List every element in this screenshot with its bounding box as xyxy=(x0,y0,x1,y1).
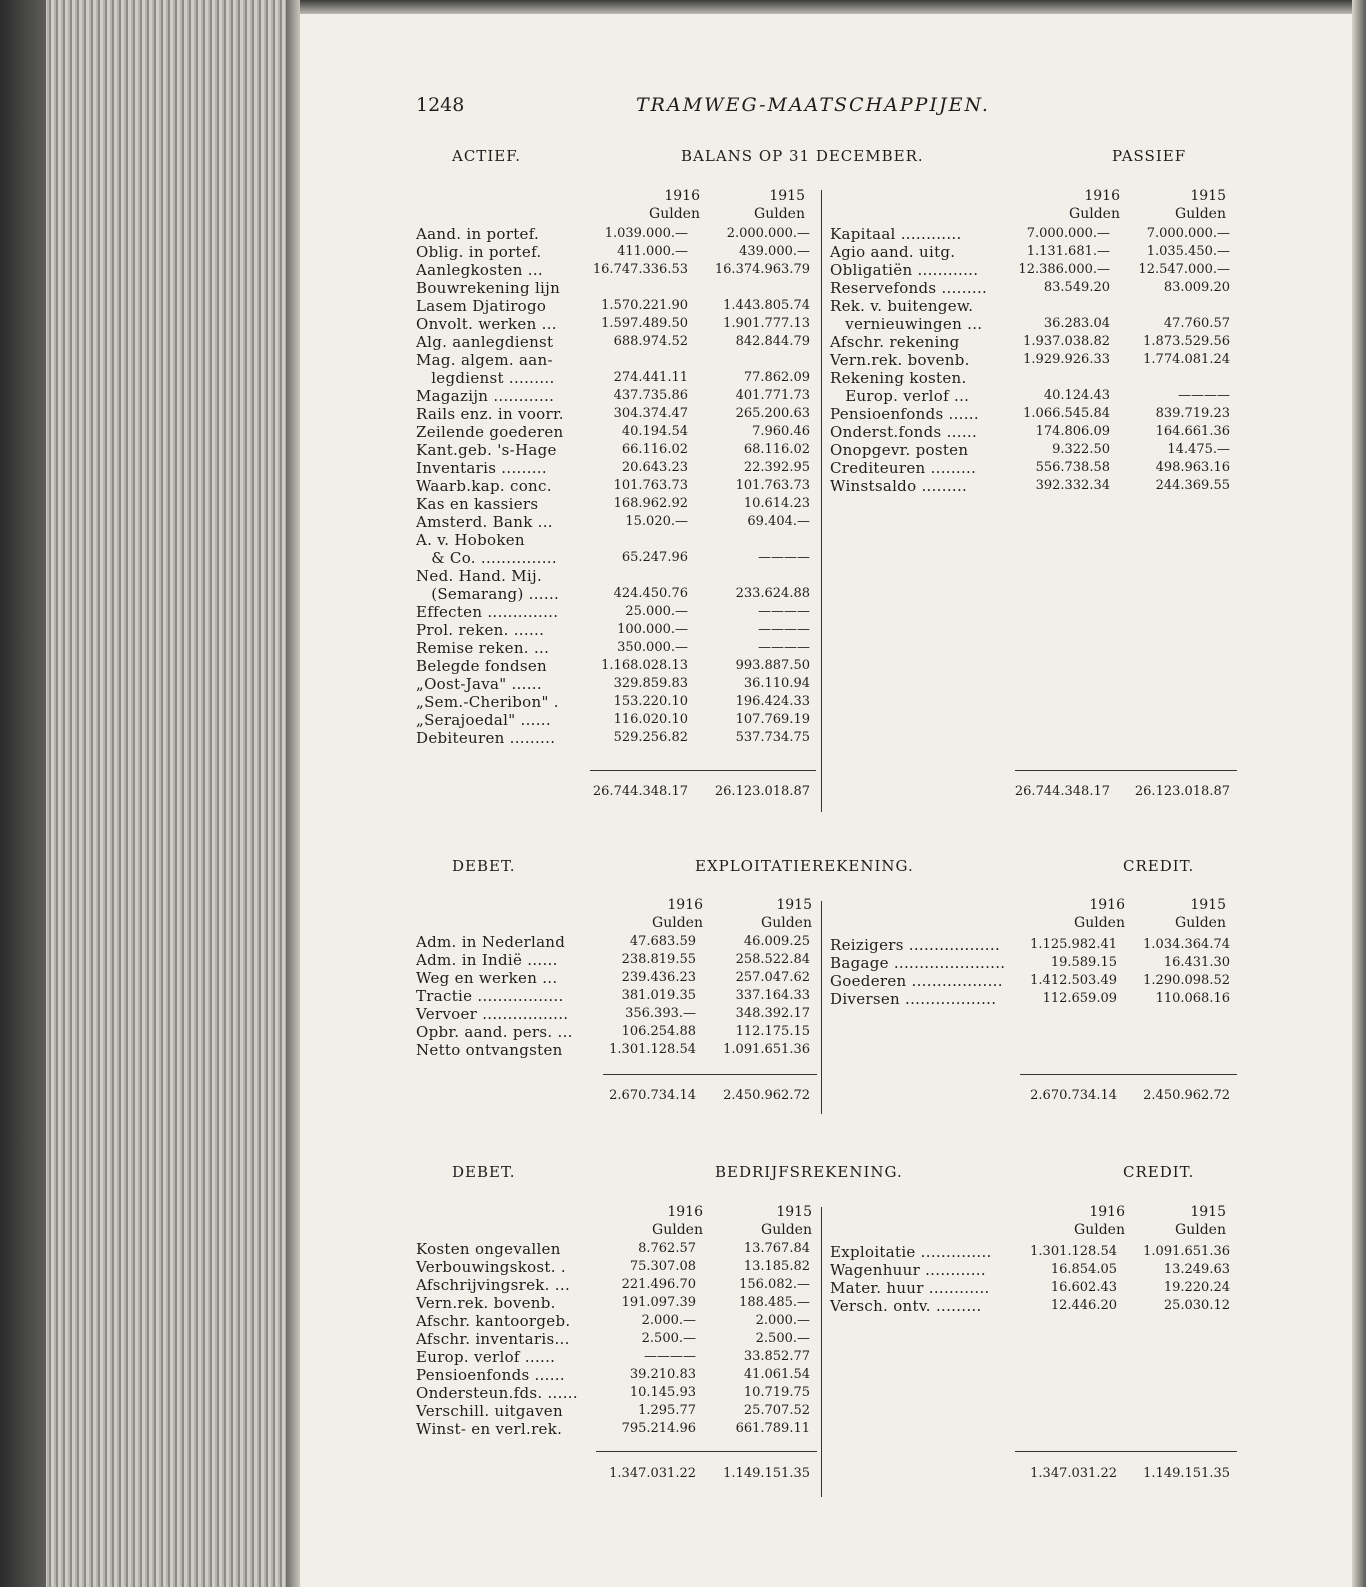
passief-row-label: Afschr. rekening xyxy=(830,333,960,351)
exploitation-left-unit-1915: Gulden xyxy=(761,915,812,931)
actief-row-value-1915: 401.771.73 xyxy=(735,388,810,403)
exploitation-credit-row-value-1915: 16.431.30 xyxy=(1163,955,1230,970)
exploitation-credit-1916-column xyxy=(1015,936,1117,1008)
exploitation-credit-row-value-1915: 1.290.098.52 xyxy=(1143,973,1230,988)
balance-left-unit-1915: Gulden xyxy=(754,206,805,222)
exploitation-debet-row-value-1916: 356.393.— xyxy=(625,1006,696,1021)
balance-left-heading: ACTIEF. xyxy=(452,147,522,165)
actief-row-value-1916: 437.735.86 xyxy=(613,388,688,403)
passief-row-value-1916: 1.929.926.33 xyxy=(1023,352,1110,367)
actief-row-value-1916: 100.000.— xyxy=(617,622,688,637)
operating-right-year-1915: 1915 xyxy=(1190,1204,1226,1220)
operating-left-unit-1916: Gulden xyxy=(652,1222,703,1238)
exploitation-debet-row-value-1915: 258.522.84 xyxy=(735,952,810,967)
operating-debet-row-label: Afschr. kantoorgeb. xyxy=(416,1312,571,1330)
actief-row-value-1916: 168.962.92 xyxy=(613,496,688,511)
actief-row-value-1916: 1.570.221.90 xyxy=(601,298,688,313)
operating-debet-row-label: Verschill. uitgaven xyxy=(416,1402,563,1420)
passief-row-value-1915 xyxy=(1120,297,1230,315)
operating-debet-row-value-1916: 795.214.96 xyxy=(621,1421,696,1436)
actief-row-label: „Oost-Java" ...... xyxy=(416,675,542,693)
passief-row-value-1916: 83.549.20 xyxy=(1043,280,1110,295)
exploitation-left-unit-1916: Gulden xyxy=(652,915,703,931)
actief-row-value-1916: 329.859.83 xyxy=(613,676,688,691)
actief-row-value-1916: 1.168.028.13 xyxy=(601,658,688,673)
actief-row-value-1915: 196.424.33 xyxy=(735,694,810,709)
exploitation-credit-1915-column xyxy=(1120,936,1230,1008)
passief-row-value-1916: 392.332.34 xyxy=(1035,478,1110,493)
actief-row-value-1915: 842.844.79 xyxy=(735,334,810,349)
actief-row-value-1916: 1.039.000.— xyxy=(604,226,688,241)
operating-credit-row-value-1916: 16.602.43 xyxy=(1050,1280,1117,1295)
operating-debet-row-label: Pensioenfonds ...... xyxy=(416,1366,565,1384)
exploitation-credit-row-value-1915: 110.068.16 xyxy=(1155,991,1230,1006)
actief-row-label: „Serajoedal" ...... xyxy=(416,711,551,729)
actief-row-value-1915: 993.887.50 xyxy=(735,658,810,673)
exploitation-title: EXPLOITATIEREKENING. xyxy=(695,857,914,875)
scan-top-border xyxy=(300,0,1366,14)
running-title: TRAMWEG-MAATSCHAPPIJEN. xyxy=(636,94,990,116)
actief-row-value-1916: 15.020.— xyxy=(625,514,688,529)
operating-debet-row-value-1916: 191.097.39 xyxy=(621,1295,696,1310)
balance-right-total-1916: 26.744.348.17 xyxy=(1014,784,1110,799)
operating-debet-row-value-1915: 156.082.— xyxy=(739,1277,810,1292)
operating-debet-row-value-1915: 13.767.84 xyxy=(743,1241,810,1256)
actief-row-label: Onvolt. werken ... xyxy=(416,315,557,333)
passief-labels xyxy=(830,225,987,495)
exploitation-credit-row-value-1916: 1.125.982.41 xyxy=(1030,937,1117,952)
passief-row-label: Rek. v. buitengew. xyxy=(830,297,974,315)
balance-center-rule xyxy=(821,190,822,812)
operating-credit-row-value-1916: 12.446.20 xyxy=(1050,1298,1117,1313)
exploitation-credit-row-label: Diversen .................. xyxy=(830,990,997,1008)
page-number: 1248 xyxy=(416,94,465,116)
actief-row-value-1915 xyxy=(700,279,810,297)
balance-left-total-1916: 26.744.348.17 xyxy=(592,784,688,799)
operating-left-total-rule xyxy=(596,1451,817,1452)
operating-credit-row-value-1916: 16.854.05 xyxy=(1050,1262,1117,1277)
actief-row-value-1916: 101.763.73 xyxy=(613,478,688,493)
actief-row-label: Remise reken. ... xyxy=(416,639,550,657)
actief-row-value-1915: 77.862.09 xyxy=(743,370,810,385)
exploitation-right-unit-1915: Gulden xyxy=(1175,915,1226,931)
exploitation-debet-row-label: Weg en werken ... xyxy=(416,969,558,987)
actief-row-value-1916: 20.643.23 xyxy=(621,460,688,475)
balance-left-total-1915: 26.123.018.87 xyxy=(714,784,810,799)
exploitation-debet-row-value-1916: 1.301.128.54 xyxy=(609,1042,696,1057)
passief-row-value-1916: 1.937.038.82 xyxy=(1023,334,1110,349)
exploitation-debet-row-label: Netto ontvangsten xyxy=(416,1041,563,1059)
passief-row-value-1915: 164.661.36 xyxy=(1155,424,1230,439)
passief-row-value-1916: 1.066.545.84 xyxy=(1023,406,1110,421)
passief-row-value-1915: ———— xyxy=(1178,388,1230,403)
actief-row-label: Amsterd. Bank ... xyxy=(416,513,553,531)
operating-left-year-1916: 1916 xyxy=(667,1204,703,1220)
balance-right-year-1915: 1915 xyxy=(1190,188,1226,204)
actief-row-value-1916: 304.374.47 xyxy=(613,406,688,421)
actief-row-value-1915: 107.769.19 xyxy=(735,712,810,727)
actief-row-label: Ned. Hand. Mij. xyxy=(416,567,543,585)
operating-right-total-1915: 1.149.151.35 xyxy=(1143,1466,1230,1481)
exploitation-debet-row-value-1916: 239.436.23 xyxy=(621,970,696,985)
actief-1915-column xyxy=(700,225,810,747)
exploitation-debet-row-value-1915: 348.392.17 xyxy=(735,1006,810,1021)
exploitation-debet-row-label: Adm. in Nederland xyxy=(416,933,566,951)
exploitation-credit-row-value-1916: 1.412.503.49 xyxy=(1030,973,1117,988)
passief-row-value-1915: 839.719.23 xyxy=(1155,406,1230,421)
actief-row-label: Debiteuren ......... xyxy=(416,729,556,747)
exploitation-debet-labels xyxy=(416,933,573,1059)
passief-row-label: Onderst.fonds ...... xyxy=(830,423,978,441)
actief-1916-column xyxy=(588,225,688,747)
operating-debet-row-label: Verbouwingskost. . xyxy=(416,1258,566,1276)
operating-debet-row-label: Europ. verlof ...... xyxy=(416,1348,556,1366)
operating-right-total-rule xyxy=(1015,1451,1237,1452)
actief-row-value-1916 xyxy=(588,351,688,369)
actief-row-value-1916: 424.450.76 xyxy=(613,586,688,601)
operating-debet-row-value-1916: 2.000.— xyxy=(641,1313,696,1328)
balance-right-unit-1916: Gulden xyxy=(1069,206,1120,222)
exploitation-debet-row-value-1916: 47.683.59 xyxy=(629,934,696,949)
balance-left-total-rule xyxy=(590,770,816,771)
exploitation-debet-row-value-1916: 381.019.35 xyxy=(621,988,696,1003)
actief-row-value-1916: 411.000.— xyxy=(617,244,688,259)
operating-debet-row-value-1916: 10.145.93 xyxy=(629,1385,696,1400)
exploitation-debet-row-value-1915: 337.164.33 xyxy=(735,988,810,1003)
actief-row-label: Kas en kassiers xyxy=(416,495,539,513)
passief-row-label: vernieuwingen ... xyxy=(830,315,983,333)
exploitation-left-year-1915: 1915 xyxy=(776,897,812,913)
actief-row-label: Oblig. in portef. xyxy=(416,243,542,261)
actief-row-label: Kant.geb. 's-Hage xyxy=(416,441,557,459)
actief-row-value-1915: 7.960.46 xyxy=(752,424,810,439)
passief-row-value-1915: 83.009.20 xyxy=(1163,280,1230,295)
operating-credit-row-label: Wagenhuur ............ xyxy=(830,1261,986,1279)
operating-debet-row-value-1915: 188.485.— xyxy=(739,1295,810,1310)
exploitation-right-year-1915: 1915 xyxy=(1190,897,1226,913)
actief-row-value-1916: 688.974.52 xyxy=(613,334,688,349)
operating-debet-row-value-1915: 661.789.11 xyxy=(735,1421,810,1436)
exploitation-debet-row-value-1915: 46.009.25 xyxy=(743,934,810,949)
balance-left-unit-1916: Gulden xyxy=(649,206,700,222)
actief-row-value-1916: 153.220.10 xyxy=(613,694,688,709)
exploitation-right-total-1915: 2.450.962.72 xyxy=(1143,1088,1230,1103)
operating-debet-row-value-1916: 39.210.83 xyxy=(629,1367,696,1382)
exploitation-left-total-rule xyxy=(603,1074,817,1075)
actief-row-value-1915: 1.901.777.13 xyxy=(723,316,810,331)
operating-credit-row-value-1915: 25.030.12 xyxy=(1163,1298,1230,1313)
actief-row-value-1915: 265.200.63 xyxy=(735,406,810,421)
exploitation-right-total-rule xyxy=(1020,1074,1237,1075)
passief-1916-column xyxy=(1008,225,1110,495)
actief-row-label: & Co. ............... xyxy=(416,549,557,567)
operating-debet-row-label: Winst- en verl.rek. xyxy=(416,1420,563,1438)
passief-row-value-1915: 1.873.529.56 xyxy=(1143,334,1230,349)
passief-row-label: Europ. verlof ... xyxy=(830,387,970,405)
operating-debet-row-value-1915: 10.719.75 xyxy=(743,1385,810,1400)
actief-row-label: Inventaris ......... xyxy=(416,459,547,477)
actief-row-value-1915: 439.000.— xyxy=(739,244,810,259)
exploitation-credit-row-value-1916: 19.589.15 xyxy=(1050,955,1117,970)
actief-row-value-1915: 1.443.805.74 xyxy=(723,298,810,313)
actief-row-value-1915: ———— xyxy=(758,550,810,565)
passief-row-label: Obligatiën ............ xyxy=(830,261,979,279)
exploitation-left-heading: DEBET. xyxy=(452,857,516,875)
exploitation-debet-row-label: Tractie ................. xyxy=(416,987,564,1005)
exploitation-credit-row-label: Goederen .................. xyxy=(830,972,1003,990)
operating-debet-row-value-1916: 2.500.— xyxy=(641,1331,696,1346)
exploitation-left-total-1916: 2.670.734.14 xyxy=(609,1088,696,1103)
exploitation-debet-row-label: Opbr. aand. pers. ... xyxy=(416,1023,573,1041)
passief-row-value-1916: 7.000.000.— xyxy=(1026,226,1110,241)
operating-debet-row-value-1915: 2.000.— xyxy=(755,1313,810,1328)
actief-row-value-1915: 22.392.95 xyxy=(743,460,810,475)
exploitation-debet-row-value-1915: 1.091.651.36 xyxy=(723,1042,810,1057)
operating-title: BEDRIJFSREKENING. xyxy=(715,1163,903,1181)
actief-row-label: Rails enz. in voorr. xyxy=(416,405,564,423)
passief-row-value-1915 xyxy=(1120,369,1230,387)
actief-row-label: Alg. aanlegdienst xyxy=(416,333,554,351)
operating-debet-row-value-1916: ———— xyxy=(644,1349,696,1364)
operating-credit-row-value-1916: 1.301.128.54 xyxy=(1030,1244,1117,1259)
operating-left-total-1915: 1.149.151.35 xyxy=(723,1466,810,1481)
operating-credit-row-label: Mater. huur ............ xyxy=(830,1279,990,1297)
balance-title: BALANS OP 31 DECEMBER. xyxy=(681,147,924,165)
operating-credit-row-value-1915: 1.091.651.36 xyxy=(1143,1244,1230,1259)
operating-right-year-1916: 1916 xyxy=(1089,1204,1125,1220)
passief-row-value-1916: 1.131.681.— xyxy=(1026,244,1110,259)
passief-row-value-1916: 174.806.09 xyxy=(1035,424,1110,439)
exploitation-left-total-1915: 2.450.962.72 xyxy=(723,1088,810,1103)
operating-debet-row-value-1916: 1.295.77 xyxy=(638,1403,696,1418)
operating-debet-row-label: Afschr. inventaris... xyxy=(416,1330,570,1348)
actief-labels xyxy=(416,225,564,747)
balance-right-total-1915: 26.123.018.87 xyxy=(1134,784,1230,799)
exploitation-center-rule xyxy=(821,901,822,1114)
exploitation-debet-row-label: Adm. in Indië ...... xyxy=(416,951,558,969)
actief-row-label: Magazijn ............ xyxy=(416,387,555,405)
actief-row-value-1915: ———— xyxy=(758,622,810,637)
passief-row-label: Pensioenfonds ...... xyxy=(830,405,979,423)
actief-row-value-1916: 40.194.54 xyxy=(621,424,688,439)
passief-row-value-1915: 47.760.57 xyxy=(1163,316,1230,331)
passief-row-value-1916: 12.386.000.— xyxy=(1018,262,1110,277)
operating-debet-row-label: Vern.rek. bovenb. xyxy=(416,1294,556,1312)
operating-debet-row-value-1915: 25.707.52 xyxy=(743,1403,810,1418)
exploitation-credit-row-value-1915: 1.034.364.74 xyxy=(1143,937,1230,952)
actief-row-value-1915: ———— xyxy=(758,640,810,655)
operating-debet-row-label: Ondersteun.fds. ...... xyxy=(416,1384,578,1402)
passief-row-label: Onopgevr. posten xyxy=(830,441,969,459)
passief-row-label: Winstsaldo ......... xyxy=(830,477,968,495)
exploitation-right-total-1916: 2.670.734.14 xyxy=(1030,1088,1117,1103)
operating-right-unit-1916: Gulden xyxy=(1074,1222,1125,1238)
operating-right-total-1916: 1.347.031.22 xyxy=(1030,1466,1117,1481)
scan-right-border xyxy=(1352,0,1366,1587)
passief-row-label: Crediteuren ......... xyxy=(830,459,977,477)
passief-row-value-1916 xyxy=(1008,369,1110,387)
passief-row-value-1916 xyxy=(1008,297,1110,315)
actief-row-value-1915: ———— xyxy=(758,604,810,619)
operating-left-year-1915: 1915 xyxy=(776,1204,812,1220)
exploitation-right-unit-1916: Gulden xyxy=(1074,915,1125,931)
exploitation-right-year-1916: 1916 xyxy=(1089,897,1125,913)
actief-row-label: Aanlegkosten ... xyxy=(416,261,543,279)
exploitation-credit-labels xyxy=(830,936,1005,1008)
operating-debet-row-value-1916: 75.307.08 xyxy=(629,1259,696,1274)
passief-row-value-1915: 1.774.081.24 xyxy=(1143,352,1230,367)
actief-row-value-1915: 537.734.75 xyxy=(735,730,810,745)
exploitation-debet-row-value-1915: 112.175.15 xyxy=(735,1024,810,1039)
actief-row-value-1915: 10.614.23 xyxy=(743,496,810,511)
actief-row-value-1916 xyxy=(588,279,688,297)
actief-row-label: Bouwrekening lijn xyxy=(416,279,561,297)
exploitation-debet-row-label: Vervoer ................. xyxy=(416,1005,569,1023)
operating-credit-1916-column xyxy=(1015,1243,1117,1315)
actief-row-label: A. v. Hoboken xyxy=(416,531,525,549)
balance-left-year-1915: 1915 xyxy=(769,188,805,204)
exploitation-debet-1916-column xyxy=(596,933,696,1059)
operating-debet-row-label: Kosten ongevallen xyxy=(416,1240,561,1258)
exploitation-credit-row-value-1916: 112.659.09 xyxy=(1042,991,1117,1006)
passief-row-label: Reservefonds ......... xyxy=(830,279,988,297)
operating-debet-1916-column xyxy=(596,1240,696,1438)
actief-row-value-1915: 36.110.94 xyxy=(743,676,810,691)
actief-row-value-1916: 65.247.96 xyxy=(621,550,688,565)
actief-row-label: Waarb.kap. conc. xyxy=(416,477,552,495)
book-page-edges xyxy=(0,0,300,1587)
actief-row-value-1916 xyxy=(588,567,688,585)
operating-credit-row-label: Exploitatie .............. xyxy=(830,1243,992,1261)
actief-row-value-1916: 350.000.— xyxy=(617,640,688,655)
actief-row-value-1916 xyxy=(588,531,688,549)
passief-row-value-1916: 9.322.50 xyxy=(1052,442,1110,457)
passief-1915-column xyxy=(1120,225,1230,495)
exploitation-credit-row-label: Bagage ...................... xyxy=(830,954,1006,972)
exploitation-left-year-1916: 1916 xyxy=(667,897,703,913)
actief-row-label: Lasem Djatirogo xyxy=(416,297,547,315)
operating-right-unit-1915: Gulden xyxy=(1175,1222,1226,1238)
operating-debet-row-value-1915: 33.852.77 xyxy=(743,1349,810,1364)
operating-debet-row-value-1916: 221.496.70 xyxy=(621,1277,696,1292)
actief-row-value-1915 xyxy=(700,567,810,585)
operating-center-rule xyxy=(821,1207,822,1497)
actief-row-value-1915 xyxy=(700,531,810,549)
operating-left-total-1916: 1.347.031.22 xyxy=(609,1466,696,1481)
operating-debet-labels xyxy=(416,1240,578,1438)
actief-row-value-1915: 233.624.88 xyxy=(735,586,810,601)
passief-row-value-1916: 40.124.43 xyxy=(1043,388,1110,403)
actief-row-label: Belegde fondsen xyxy=(416,657,548,675)
balance-left-year-1916: 1916 xyxy=(664,188,700,204)
actief-row-value-1915: 2.000.000.— xyxy=(726,226,810,241)
exploitation-debet-row-value-1916: 238.819.55 xyxy=(621,952,696,967)
passief-row-value-1915: 244.369.55 xyxy=(1155,478,1230,493)
operating-credit-row-value-1915: 19.220.24 xyxy=(1163,1280,1230,1295)
operating-debet-row-value-1915: 2.500.— xyxy=(755,1331,810,1346)
actief-row-value-1916: 25.000.— xyxy=(625,604,688,619)
exploitation-credit-row-label: Reizigers .................. xyxy=(830,936,1001,954)
operating-debet-row-value-1915: 41.061.54 xyxy=(743,1367,810,1382)
actief-row-label: (Semarang) ...... xyxy=(416,585,560,603)
exploitation-right-heading: CREDIT. xyxy=(1123,857,1195,875)
actief-row-label: Prol. reken. ...... xyxy=(416,621,545,639)
balance-right-unit-1915: Gulden xyxy=(1175,206,1226,222)
actief-row-value-1916: 529.256.82 xyxy=(613,730,688,745)
balance-right-year-1916: 1916 xyxy=(1084,188,1120,204)
actief-row-label: „Sem.-Cheribon" . xyxy=(416,693,559,711)
operating-credit-1915-column xyxy=(1120,1243,1230,1315)
exploitation-debet-row-value-1916: 106.254.88 xyxy=(621,1024,696,1039)
passief-row-label: Kapitaal ............ xyxy=(830,225,962,243)
actief-row-value-1915: 101.763.73 xyxy=(735,478,810,493)
operating-debet-row-label: Afschrijvingsrek. ... xyxy=(416,1276,571,1294)
actief-row-value-1916: 1.597.489.50 xyxy=(601,316,688,331)
passief-row-value-1916: 556.738.58 xyxy=(1035,460,1110,475)
balance-right-heading: PASSIEF xyxy=(1112,147,1187,165)
actief-row-value-1915 xyxy=(700,351,810,369)
operating-debet-1915-column xyxy=(702,1240,810,1438)
operating-credit-labels xyxy=(830,1243,992,1315)
exploitation-debet-1915-column xyxy=(702,933,810,1059)
actief-row-value-1916: 16.747.336.53 xyxy=(592,262,688,277)
actief-row-value-1915: 68.116.02 xyxy=(743,442,810,457)
actief-row-value-1915: 16.374.963.79 xyxy=(714,262,810,277)
actief-row-value-1915: 69.404.— xyxy=(747,514,810,529)
operating-credit-row-value-1915: 13.249.63 xyxy=(1163,1262,1230,1277)
actief-row-label: Mag. algem. aan- xyxy=(416,351,553,369)
passief-row-value-1915: 498.963.16 xyxy=(1155,460,1230,475)
operating-left-heading: DEBET. xyxy=(452,1163,516,1181)
passief-row-label: Agio aand. uitg. xyxy=(830,243,956,261)
actief-row-label: Aand. in portef. xyxy=(416,225,540,243)
operating-debet-row-value-1915: 13.185.82 xyxy=(743,1259,810,1274)
passief-row-value-1915: 12.547.000.— xyxy=(1138,262,1230,277)
actief-row-label: Zeilende goederen xyxy=(416,423,564,441)
operating-credit-row-label: Versch. ontv. ......... xyxy=(830,1297,982,1315)
passief-row-value-1915: 7.000.000.— xyxy=(1146,226,1230,241)
book-page xyxy=(300,14,1352,1587)
actief-row-value-1916: 66.116.02 xyxy=(621,442,688,457)
operating-left-unit-1915: Gulden xyxy=(761,1222,812,1238)
passief-row-value-1916: 36.283.04 xyxy=(1043,316,1110,331)
exploitation-debet-row-value-1915: 257.047.62 xyxy=(735,970,810,985)
passief-row-label: Vern.rek. bovenb. xyxy=(830,351,970,369)
passief-row-value-1915: 14.475.— xyxy=(1167,442,1230,457)
passief-row-label: Rekening kosten. xyxy=(830,369,967,387)
passief-row-value-1915: 1.035.450.— xyxy=(1146,244,1230,259)
operating-debet-row-value-1916: 8.762.57 xyxy=(638,1241,696,1256)
balance-right-total-rule xyxy=(1015,770,1237,771)
actief-row-value-1916: 274.441.11 xyxy=(613,370,688,385)
operating-right-heading: CREDIT. xyxy=(1123,1163,1195,1181)
actief-row-value-1916: 116.020.10 xyxy=(613,712,688,727)
actief-row-label: legdienst ......... xyxy=(416,369,555,387)
actief-row-label: Effecten .............. xyxy=(416,603,559,621)
